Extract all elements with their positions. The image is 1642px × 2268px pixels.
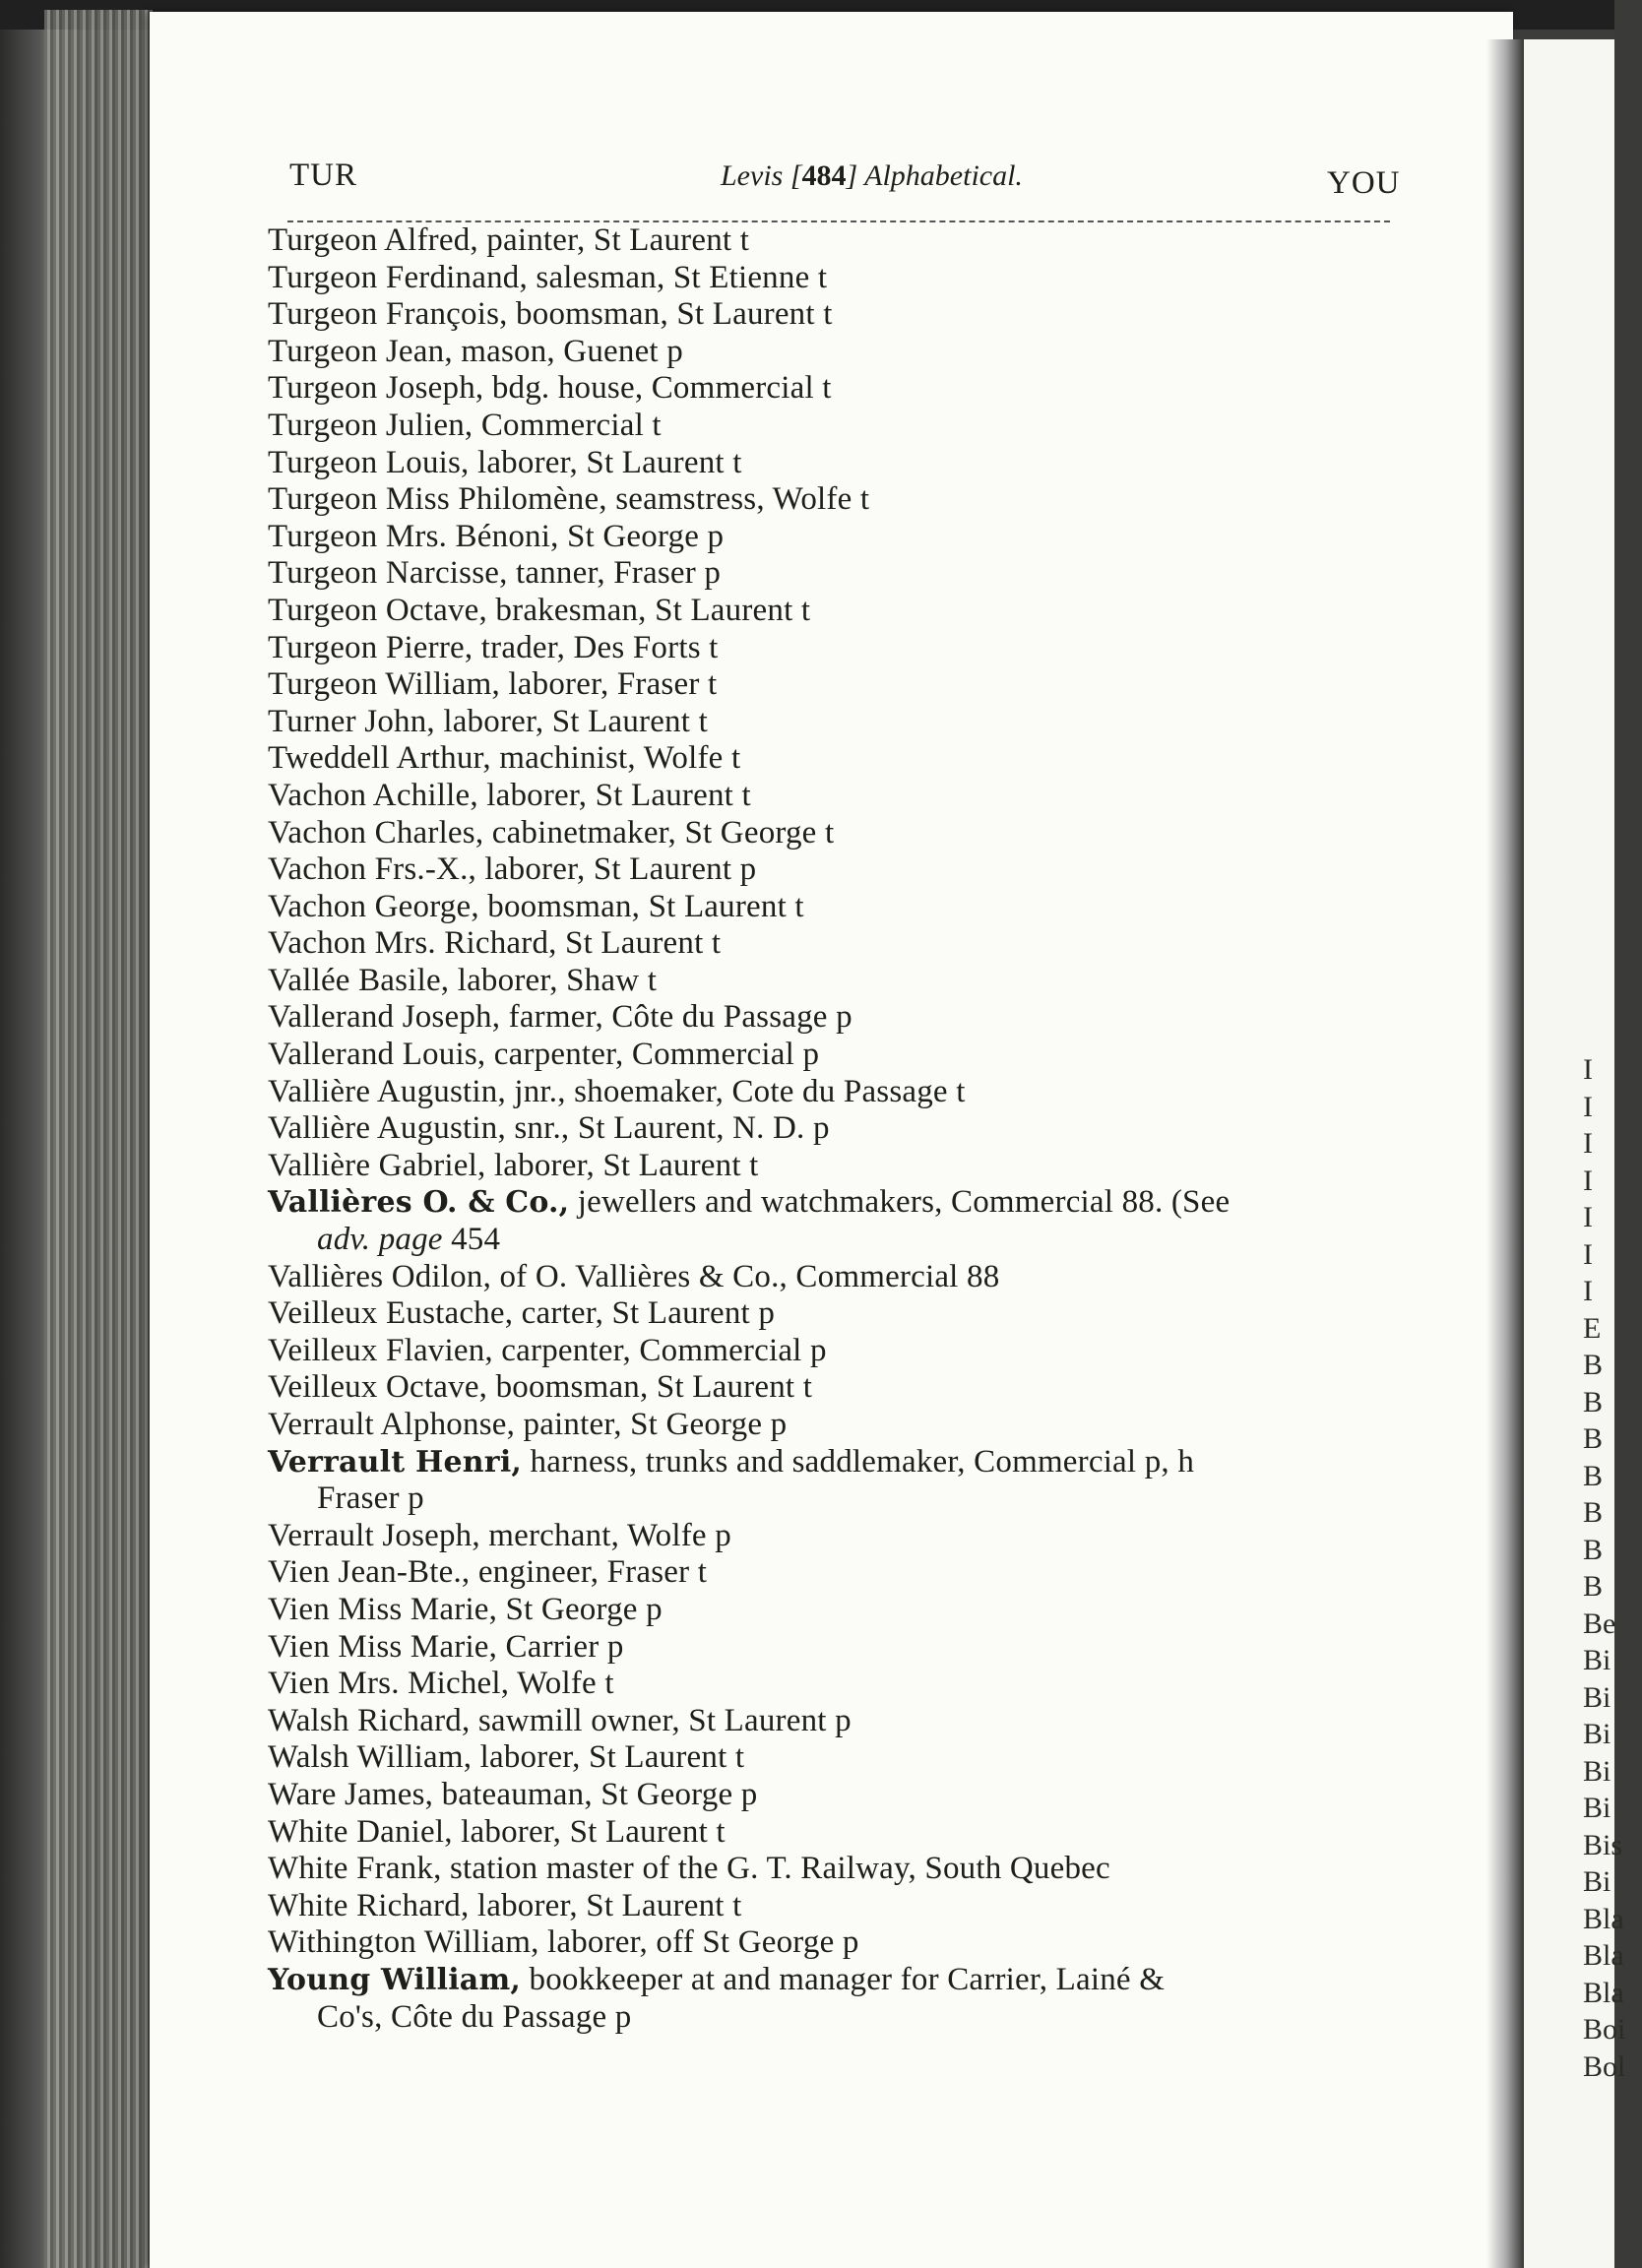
facing-page-line: I (1583, 1127, 1593, 1160)
entry-name: Vien Miss Marie, (268, 1628, 498, 1665)
directory-entry (268, 1444, 1479, 1518)
directory-entry (268, 408, 1479, 445)
facing-page-line: Bi (1583, 1680, 1611, 1714)
entry-details: bateauman, St George p (433, 1776, 758, 1812)
entry-name: Turgeon Alfred, (268, 222, 478, 258)
entry-details: painter, St George p (515, 1407, 788, 1442)
entry-name: Vallée Basile, (268, 962, 450, 998)
entry-name: Vallières O. & Co., (268, 1185, 570, 1221)
entry-name: Vachon Mrs. Richard, (268, 925, 557, 962)
facing-page-line: B (1583, 1349, 1604, 1381)
entry-details: Wolfe t (509, 1666, 614, 1702)
entry-details: snr., St Laurent, N. D. p (505, 1110, 830, 1147)
directory-entry (268, 1148, 1479, 1185)
entry-continuation-text: adv. page (317, 1222, 443, 1258)
directory-entries (268, 222, 1479, 2036)
entry-name: Vallerand Louis, (268, 1037, 486, 1073)
entry-details: jnr., shoemaker, Cote du Passage t (505, 1073, 966, 1109)
directory-entry (268, 666, 1479, 704)
facing-page-line: I (1583, 1201, 1593, 1233)
entry-details: boomsman, St Laurent t (487, 1369, 813, 1406)
directory-entry (268, 740, 1479, 778)
entry-details: laborer, St Laurent t (485, 1147, 759, 1183)
facing-page-line: Bi (1583, 1644, 1611, 1676)
entry-name: Vachon George, (268, 888, 479, 924)
header-title-pre: Levis [ (721, 159, 802, 192)
entry-details: boomsman, St Laurent t (478, 888, 804, 924)
entry-name: Turgeon Julien, (268, 407, 474, 443)
facing-page-line: B (1583, 1496, 1604, 1529)
directory-entry (268, 1295, 1479, 1333)
entry-details: salesman, St Etienne t (527, 259, 828, 295)
entry-name: White Frank, (268, 1851, 442, 1887)
facing-page-line: Bi (1583, 1865, 1611, 1898)
entry-name: Veilleux Flavien, (268, 1332, 493, 1368)
directory-entry (268, 555, 1479, 593)
facing-page-line: I (1583, 1275, 1593, 1307)
entry-details: merchant, Wolfe p (479, 1517, 731, 1553)
directory-entry (268, 1554, 1479, 1592)
entry-details: laborer, Shaw t (449, 962, 658, 998)
entry-name: Turgeon Miss Philomène, (268, 481, 607, 518)
facing-page-line: E (1583, 1311, 1602, 1345)
entry-name: Turner John, (268, 703, 435, 739)
entry-details: bookkeeper at and manager for Carrier, Lainé & (521, 1961, 1166, 1997)
directory-entry (268, 889, 1479, 926)
entry-name: Turgeon Octave, (268, 592, 487, 628)
facing-page-line: Bi (1583, 1718, 1611, 1750)
directory-entry (268, 1184, 1479, 1258)
facing-page-line: B (1583, 1533, 1604, 1566)
entry-details: carter, St Laurent p (513, 1295, 776, 1332)
entry-name: Vien Miss Marie, (268, 1591, 498, 1627)
header-left-guide-word: TUR (289, 158, 357, 193)
directory-entry (268, 1369, 1479, 1407)
entry-details: tanner, Fraser p (507, 555, 722, 592)
directory-entry (268, 1851, 1479, 1888)
directory-entry (268, 370, 1479, 408)
running-header (150, 158, 1513, 207)
entry-continuation (268, 1222, 1479, 1259)
entry-name: White Richard, (268, 1887, 470, 1923)
directory-entry (268, 1629, 1479, 1667)
entry-details: mason, Guenet p (452, 333, 683, 369)
entry-name: Veilleux Eustache, (268, 1295, 514, 1332)
directory-entry (268, 704, 1479, 741)
entry-details: laborer, off St George p (538, 1924, 859, 1961)
entry-details: cabinetmaker, St George t (483, 814, 835, 850)
entry-name: Vachon Charles, (268, 814, 484, 850)
directory-entry (268, 851, 1479, 889)
facing-page-line: B (1583, 1570, 1604, 1603)
entry-name: Vallière Gabriel, (268, 1147, 486, 1183)
facing-page-line: Boi (1583, 2013, 1626, 2046)
entry-name: White Daniel, (268, 1813, 453, 1850)
directory-entry (268, 1703, 1479, 1740)
entry-details: of O. Vallières & Co., Commercial 88 (491, 1258, 1000, 1294)
directory-entry (268, 1110, 1479, 1148)
entry-details: laborer, St Laurent t (472, 1739, 745, 1776)
entry-details: carpenter, Commercial p (485, 1037, 820, 1073)
directory-entry (268, 296, 1479, 334)
directory-entry (268, 1333, 1479, 1370)
directory-entry (268, 815, 1479, 852)
directory-entry (268, 1777, 1479, 1814)
facing-page-line: Bla (1583, 1902, 1624, 1935)
facing-page-line: Bla (1583, 1939, 1624, 1972)
facing-page-line: Bi (1583, 1792, 1611, 1824)
facing-page-line: I (1583, 1090, 1593, 1123)
entry-details: sawmill owner, St Laurent p (470, 1702, 852, 1738)
entry-details: machinist, Wolfe t (490, 740, 741, 777)
entry-details: laborer, St Laurent t (469, 1887, 742, 1923)
entry-details: engineer, Fraser t (470, 1554, 708, 1591)
entry-details: boomsman, St Laurent t (507, 296, 833, 333)
entry-details: harness, trunks and saddlemaker, Commercial p, h (522, 1443, 1195, 1480)
facing-page-line: B (1583, 1385, 1604, 1418)
directory-page (150, 12, 1513, 2268)
facing-page-line: Bol (1583, 2049, 1626, 2083)
entry-details: laborer, St Laurent t (434, 703, 708, 739)
entry-name: Vallerand Joseph, (268, 999, 501, 1036)
entry-name: Vachon Achille, (268, 777, 478, 813)
directory-entry (268, 445, 1479, 482)
entry-name: Verrault Henri, (268, 1444, 523, 1480)
entry-name: Turgeon Narcisse, (268, 555, 508, 592)
entry-name: Vachon Frs.-X., (268, 851, 476, 888)
directory-entry (268, 1888, 1479, 1925)
facing-page-line: Bis (1583, 1828, 1623, 1861)
entry-name: Turgeon Mrs. Bénoni, (268, 518, 559, 554)
facing-page-line: I (1583, 1237, 1593, 1271)
facing-page-line: Bi (1583, 1754, 1611, 1788)
entry-details: laborer, St Laurent t (477, 777, 751, 813)
facing-page-line: B (1583, 1459, 1604, 1492)
entry-name: Vallière Augustin, (268, 1110, 506, 1147)
entry-name: Vien Mrs. Michel, (268, 1666, 510, 1702)
facing-page-fragment (1524, 39, 1626, 2268)
directory-entry (268, 1037, 1479, 1074)
directory-entry (268, 1962, 1479, 2036)
entry-name: Turgeon François, (268, 296, 508, 333)
entry-details: Commercial t (473, 407, 662, 443)
entry-name: Turgeon Ferdinand, (268, 259, 528, 295)
entry-continuation (268, 1480, 1479, 1518)
entry-details: laborer, St Laurent t (452, 1813, 726, 1850)
facing-page-line: I (1583, 1053, 1593, 1086)
entry-details: trader, Des Forts t (473, 629, 719, 665)
entry-name: Ware James, (268, 1776, 434, 1812)
directory-entry (268, 778, 1479, 815)
directory-entry (268, 925, 1479, 963)
directory-entry (268, 1074, 1479, 1111)
entry-name: Turgeon William, (268, 666, 500, 703)
facing-page-line: Be (1583, 1606, 1616, 1640)
entry-details: St George p (497, 1591, 663, 1627)
entry-details: bdg. house, Commercial t (483, 370, 832, 407)
entry-details: laborer, St Laurent p (475, 851, 757, 888)
entry-name: Turgeon Jean, (268, 333, 453, 369)
header-title-post: ] Alphabetical. (846, 159, 1023, 192)
entry-name: Turgeon Joseph, (268, 370, 484, 407)
directory-entry (268, 630, 1479, 667)
entry-details: farmer, Côte du Passage p (500, 999, 853, 1036)
directory-entry (268, 519, 1479, 556)
header-center-title (721, 159, 1023, 193)
directory-entry (268, 1259, 1479, 1296)
directory-entry (268, 1518, 1479, 1555)
directory-entry (268, 999, 1479, 1037)
header-right-guide-word: YOU (1327, 165, 1401, 201)
entry-name: Walsh Richard, (268, 1702, 471, 1738)
entry-continuation (268, 1999, 1479, 2037)
entry-name: Tweddell Arthur, (268, 740, 491, 777)
entry-details: jewellers and watchmakers, Commercial 88. (See (569, 1184, 1231, 1221)
entry-name: Vallières Odilon, (268, 1258, 492, 1294)
directory-entry (268, 1592, 1479, 1629)
entry-name: Walsh William, (268, 1739, 473, 1776)
facing-page-line: Bla (1583, 1976, 1624, 2009)
facing-page-line: B (1583, 1422, 1604, 1455)
directory-entry (268, 963, 1479, 1000)
page-number: 484 (801, 159, 847, 192)
directory-entry (268, 1924, 1479, 1962)
entry-details: St Laurent t (556, 925, 722, 962)
entry-details: brakesman, St Laurent t (486, 592, 811, 628)
entry-details: painter, St Laurent t (477, 222, 750, 258)
entry-details: seamstress, Wolfe t (606, 481, 870, 518)
directory-entry (268, 1814, 1479, 1852)
entry-name: Veilleux Octave, (268, 1369, 488, 1406)
entry-name: Verrault Alphonse, (268, 1407, 516, 1442)
directory-entry (268, 481, 1479, 519)
directory-entry (268, 1739, 1479, 1777)
entry-name: Vien Jean-Bte., (268, 1554, 471, 1591)
entry-details: laborer, St Laurent t (469, 444, 742, 480)
entry-details: carpenter, Commercial p (492, 1332, 827, 1368)
directory-entry (268, 334, 1479, 371)
directory-entry (268, 1407, 1479, 1444)
entry-continuation-text: Fraser p (317, 1480, 424, 1517)
entry-continuation-text: Co's, Côte du Passage p (317, 1998, 632, 2035)
entry-continuation-page: 454 (442, 1222, 501, 1258)
directory-entry (268, 1666, 1479, 1703)
entry-details: Carrier p (497, 1628, 624, 1665)
directory-entry (268, 260, 1479, 297)
entry-name: Turgeon Pierre, (268, 629, 474, 665)
entry-name: Young William, (268, 1962, 522, 1997)
entry-details: laborer, Fraser t (499, 666, 718, 703)
entry-name: Vallière Augustin, (268, 1073, 506, 1109)
page-gutter-shadow (1486, 39, 1526, 2268)
entry-name: Turgeon Louis, (268, 444, 470, 480)
directory-entry (268, 593, 1479, 630)
entry-details: station master of the G. T. Railway, South Quebec (441, 1851, 1110, 1887)
book-page-edges (44, 10, 153, 2268)
directory-entry (268, 222, 1479, 260)
entry-details: St George p (558, 518, 725, 554)
entry-name: Verrault Joseph, (268, 1517, 480, 1553)
entry-name: Withington William, (268, 1924, 539, 1961)
facing-page-line: I (1583, 1164, 1593, 1197)
